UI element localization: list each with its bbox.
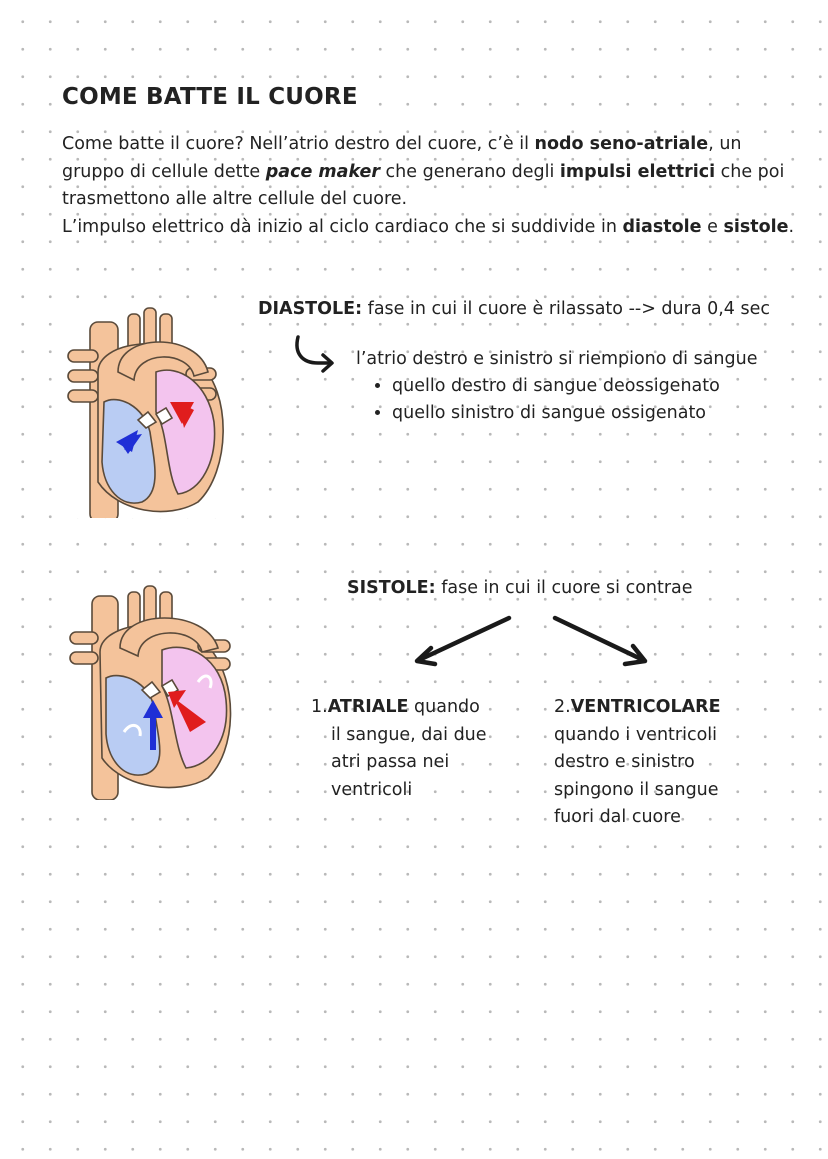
- atriale-label: ATRIALE: [327, 697, 409, 717]
- heart-diastole-illustration: [58, 302, 233, 518]
- intro-text: , un gruppo di cellule dette: [62, 134, 742, 182]
- intro-text: .: [788, 216, 795, 237]
- page-title: COME BATTE IL CUORE: [62, 84, 364, 110]
- ventricolare-line: quando i ventricoli: [554, 724, 718, 745]
- diastole-bullet: • quello destro di sangue deossigenato: [392, 373, 757, 400]
- sistole-atriale: [311, 694, 521, 804]
- atriale-text: quando: [408, 697, 480, 717]
- atriale-line: atri passa nei: [331, 752, 450, 772]
- ventricolare-line: spingono il sangue: [554, 779, 719, 800]
- intro-bold-term: diastole: [622, 216, 702, 237]
- diastole-heading: [258, 299, 770, 319]
- intro-paragraph: [62, 131, 802, 241]
- intro-bold-term: sistole: [723, 216, 789, 237]
- sistole-ventricolare: [554, 694, 754, 832]
- sistole-label: SISTOLE:: [347, 578, 436, 598]
- sistole-heading: [347, 578, 693, 598]
- intro-text: che poi trasmettono alle altre cellule del cuore.: [62, 161, 785, 209]
- atriale-line: ventricoli: [331, 779, 413, 800]
- diastole-bullets: [356, 373, 757, 427]
- intro-bold-term: nodo seno-atriale: [534, 134, 709, 154]
- ventricolare-line: fuori dal cuore: [554, 807, 681, 827]
- intro-text: che generano degli: [379, 161, 560, 182]
- diastole-details: [356, 346, 757, 427]
- atriale-number: 1.: [311, 697, 328, 717]
- diastole-label: DIASTOLE:: [258, 299, 363, 319]
- sistole-text: fase in cui il cuore si contrae: [435, 578, 693, 598]
- ventricolare-label: VENTRICOLARE: [570, 697, 721, 717]
- branch-arrows-icon: [405, 610, 655, 672]
- heart-sistole-illustration: [58, 582, 241, 800]
- intro-text: Come batte il cuore? Nell’atrio destro del cuore, c’è il: [62, 134, 535, 154]
- intro-bold-term: impulsi elettrici: [559, 161, 716, 182]
- diastole-line: l’atrio destro e sinistro si riempiono di sangue: [356, 349, 758, 369]
- atriale-line: il sangue, dai due: [331, 724, 487, 745]
- curved-arrow-icon: [290, 333, 340, 375]
- intro-text: e: [701, 216, 724, 237]
- intro-text: L’impulso elettrico dà inizio al ciclo cardiaco che si suddivide in: [62, 216, 623, 237]
- ventricolare-number: 2.: [554, 697, 571, 717]
- diastole-bullet: • quello sinistro di sangue ossigenato: [392, 400, 757, 427]
- ventricolare-line: destro e sinistro: [554, 752, 695, 772]
- diastole-text: fase in cui il cuore è rilassato --> dura 0,4 sec: [362, 299, 771, 319]
- intro-emphasis: pace maker: [265, 161, 380, 182]
